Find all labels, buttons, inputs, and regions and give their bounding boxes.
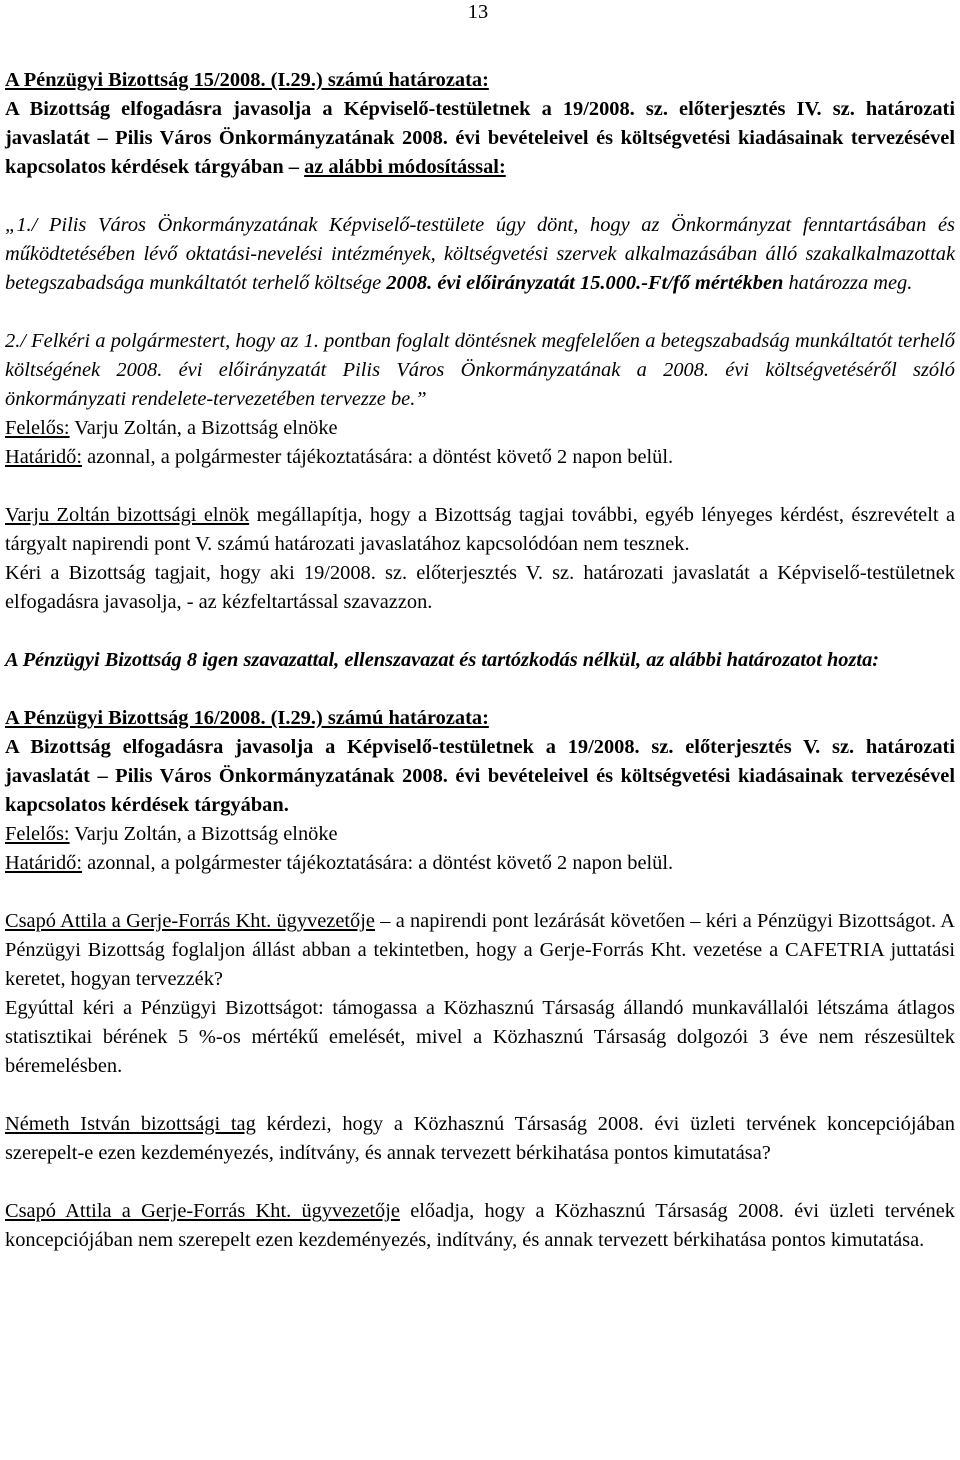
- resolution-15-body: [5, 95, 955, 182]
- spacer: [5, 182, 955, 211]
- resolution-16-title: [5, 704, 955, 733]
- point-1-text: „1./ Pilis Város Önkormányzatának Képviselő-testülete úgy dönt, hogy az Önkormányzat fenntartásában és működtetésében lévő oktatási-nevelési intézmények, költségvetési szervek alkalmazásában álló szakalkalmazottak betegszabadsága munkáltatót terhelő költsége: [5, 214, 955, 294]
- csapo-answer: [5, 1197, 955, 1255]
- speaker-name: Varju Zoltán bizottsági elnök: [5, 504, 250, 526]
- resolution-15-title: [5, 66, 955, 95]
- responsible-value: Varju Zoltán, a Bizottság elnöke: [69, 823, 338, 845]
- statement-text: előadja, hogy a Közhasznú Társaság 2008. évi üzleti tervének koncepciójában nem szerepelt ezen kezdeményezés, indítvány, és annak tervezett bérkihatása pontos kimutatása.: [5, 1200, 955, 1251]
- resolution-16-deadline: [5, 849, 955, 878]
- statement-text: megállapítja, hogy a Bizottság tagjai további, egyéb lényeges kérdést, észrevételt a tárgyalt napirendi pont V. számú határozati javaslatához kapcsolódóan nem tesznek.: [5, 504, 956, 555]
- nemeth-question: [5, 1110, 955, 1168]
- resolution-15-responsible: [5, 414, 955, 443]
- spacer: [5, 298, 955, 327]
- chair-statement: [5, 501, 955, 559]
- speaker-name: Németh István bizottsági tag: [5, 1113, 256, 1135]
- speaker-name: Csapó Attila a Gerje-Forrás Kht. ügyvezetője: [5, 1200, 400, 1222]
- resolution-16-body: A Bizottság elfogadásra javasolja a Képviselő-testületnek a 19/2008. sz. előterjesztés V. sz. határozati javaslatát – Pilis Város Önkormányzatának 2008. évi bevételeivel és költségvetési kiadásainak tervezésével kapcsolatos kérdések tárgyában.: [5, 736, 955, 816]
- statement-text: kérdezi, hogy a Közhasznú Társaság 2008. évi üzleti tervének koncepciójában szerepelt-e ezen kezdeményezés, indítvány, és annak tervezett bérkihatása pontos kimutatása?: [5, 1113, 955, 1164]
- point-1-end: határozza meg.: [788, 272, 913, 294]
- resolution-15-heading: A Pénzügyi Bizottság 15/2008. (I.29.) számú határozata:: [5, 69, 489, 91]
- spacer: [5, 617, 955, 646]
- spacer: [5, 675, 955, 704]
- resolution-15-deadline: [5, 443, 955, 472]
- deadline-value: azonnal, a polgármester tájékoztatására: a döntést követő 2 napon belül.: [82, 446, 674, 468]
- responsible-label: Felelős:: [5, 823, 70, 845]
- document-body: [5, 66, 955, 1255]
- responsible-label: Felelős:: [5, 417, 70, 439]
- deadline-value: azonnal, a polgármester tájékoztatására: a döntést követő 2 napon belül.: [82, 852, 674, 874]
- deadline-label: Határidő:: [5, 446, 83, 468]
- spacer: [5, 1081, 955, 1110]
- chair-request: Kéri a Bizottság tagjait, hogy aki 19/2008. sz. előterjesztés V. sz. határozati javaslatát a Képviselő-testületnek elfogadásra javasolja, - az kézfeltartással szavazzon.: [5, 562, 955, 613]
- csapo-statement-2: Egyúttal kéri a Pénzügyi Bizottságot: támogassa a Közhasznú Társaság állandó munkavállalói létszáma átlagos statisztikai bérének 5 %-os mértékű emelését, mivel a Közhasznú Társaság dolgozói 3 éve nem részesültek béremelésben.: [5, 997, 955, 1077]
- spacer: [5, 878, 955, 907]
- speaker-name: Csapó Attila a Gerje-Forrás Kht. ügyvezetője: [5, 910, 375, 932]
- resolution-15-text: A Bizottság elfogadásra javasolja a Képviselő-testületnek a 19/2008. sz. előterjesztés IV. sz. határozati javaslatát – Pilis Város Önkormányzatának 2008. évi bevételeivel és költségvetési kiadásainak tervezésével kapcsolatos kérdések tárgyában –: [5, 98, 955, 178]
- spacer: [5, 1168, 955, 1197]
- point-1-amount: 2008. évi előirányzatát 15.000.-Ft/fő mértékben: [386, 272, 784, 294]
- resolution-15-point-2: 2./ Felkéri a polgármestert, hogy az 1. pontban foglalt döntésnek megfelelően a betegszabadság munkáltatót terhelő költségének 2008. évi előirányzatát Pilis Város Önkormányzatának a 2008. évi költségvetéséről szóló önkormányzati rendelete-tervezetében tervezze be.”: [5, 330, 955, 410]
- vote-result: A Pénzügyi Bizottság 8 igen szavazattal, ellenszavazat és tartózkodás nélkül, az alábbi határozatot hozta:: [5, 649, 880, 671]
- csapo-statement-1: [5, 907, 955, 994]
- resolution-15-point-1: [5, 211, 955, 298]
- spacer: [5, 472, 955, 501]
- resolution-16-responsible: [5, 820, 955, 849]
- statement-text: – a napirendi pont lezárását követően – kéri a Pénzügyi Bizottságot. A Pénzügyi Bizottság foglaljon állást abban a tekintetben, hogy a Gerje-Forrás Kht. vezetése a CAFETRIA juttatási keretet, hogyan tervezzék?: [5, 910, 955, 990]
- resolution-15-modification: az alábbi módosítással:: [304, 156, 506, 178]
- resolution-16-heading: A Pénzügyi Bizottság 16/2008. (I.29.) számú határozata:: [5, 707, 489, 729]
- deadline-label: Határidő:: [5, 852, 83, 874]
- responsible-value: Varju Zoltán, a Bizottság elnöke: [69, 417, 338, 439]
- page-number: 13: [467, 1, 489, 23]
